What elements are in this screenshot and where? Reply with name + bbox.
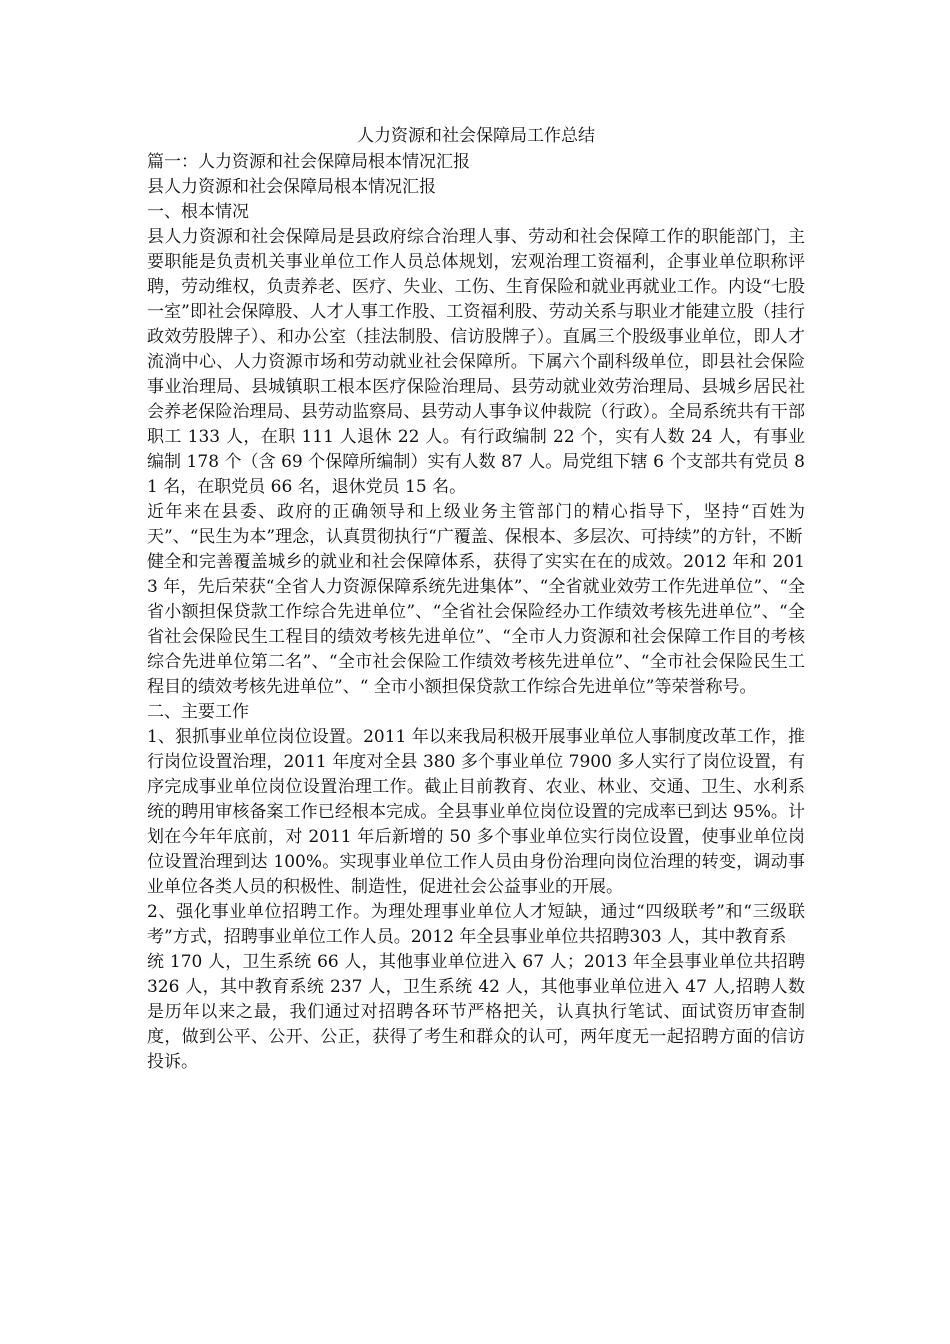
paragraph-achievements: 健全和完善覆盖城乡的就业和社会保障体系，获得了实实在在的成效。2012 年和 2013 年，先后荣获“全省人力资源保障系统先进集体”、“全省就业效劳工作先进单位”、“全省小额担保贷款工作综合先进单位”、“全省社会保险经办工作绩效考核先进单位”、“全省社会保险民生工程目的绩效考核先进单位”、“全市人力资源和社会保障工作目的考核综合先进单位第二名”、“全市社会保险工作绩效考核先进单位”、“全市社会保险民生工程目的绩效考核先进单位”、“ 全市小额担保贷款工作综合先进单位”等荣誉称号。 [147,552,805,697]
document-page [147,122,805,1075]
section-heading-part-one: 篇一：人力资源和社会保障局根本情况汇报 [147,152,470,172]
section-heading-main-work: 二、主要工作 [147,702,249,722]
section-heading-basic-situation: 一、根本情况 [147,202,249,222]
paragraph-post-setup: 1、狠抓事业单位岗位设置。2011 年以来我局积极开展事业单位人事制度改革工作，推行岗位设置治理，2011 年度对全县 380 多个事业单位 7900 多人实行了岗位设置，有序完成事业单位岗位设置治理工作。截止目前教育、农业、林业、交通、卫生、水利系统的聘用审核备案工作已经根本完成。全县事业单位岗位设置的完成率已到达 95%。计划在今年年底前，对 2011 年后新增的 50 多个事业单位实行岗位设置，使事业单位岗位设置治理到达 100%。实现事业单位工作人员由身份治理向岗位治理的转变，调动事业单位各类人员的积极性、制造性，促进社会公益事业的开展。 [147,727,805,897]
paragraph-recruitment-continued: 统 170 人，卫生系统 66 人，其他事业单位进入 67 人；2013 年全县事业单位共招聘 326 人，其中教育系统 237 人，卫生系统 42 人，其他事业单位进入 47 人,招聘人数是历年以来之最，我们通过对招聘各环节严格把关，认真执行笔试、面试资历审查制度，做到公平、公开、公正，获得了考生和群众的认可，两年度无一起招聘方面的信访投诉。 [147,952,805,1072]
document-title: 人力资源和社会保障局工作总结 [357,126,595,146]
paragraph-recent-years: 近年来在县委、政府的正确领导和上级业务主管部门的精心指导下，坚持“百姓为天”、“民生为本”理念，认真贯彻执行“广覆盖、保根本、多层次、可持续”的方针，不断 [147,502,805,547]
paragraph-bureau-overview: 县人力资源和社会保障局是县政府综合治理人事、劳动和社会保障工作的职能部门，主要职能是负责机关事业单位工作人员总体规划，宏观治理工资福利，企事业单位职称评聘，劳动维权，负责养老、医疗、失业、工伤、生育保险和就业再就业工作。内设“七股一室”即社会保障股、人才人事工作股、工资福利股、劳动关系与职业才能建立股（挂行政效劳股牌子）、和办公室（挂法制股、信访股牌子）。直属三个股级事业单位，即人才流淌中心、人力资源市场和劳动就业社会保障所。下属六个副科级单位，即县社会保险事业治理局、县城镇职工根本医疗保险治理局、县劳动就业效劳治理局、县城乡居民社会养老保险治理局、县劳动监察局、县劳动人事争议仲裁院（行政）。全局系统共有干部职工 133 人，在职 111 人退休 22 人。有行政编制 22 个，实有人数 24 人，有事业编制 178 个（含 69 个保障所编制）实有人数 87 人。局党组下辖 6 个支部共有党员 81 名，在职党员 66 名，退休党员 15 名。 [147,227,805,497]
report-title: 县人力资源和社会保障局根本情况汇报 [147,177,436,197]
paragraph-recruitment: 2、强化事业单位招聘工作。为理处理事业单位人才短缺，通过“四级联考”和“三级联考”方式，招聘事业单位工作人员。2012 年全县事业单位共招聘303 人，其中教育系 [147,902,805,947]
